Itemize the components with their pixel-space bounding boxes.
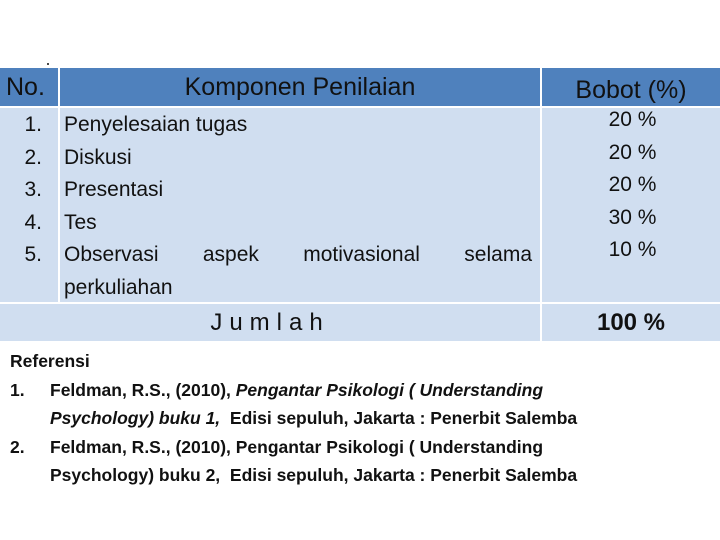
reference-item — [10, 433, 710, 490]
component-text-continuation: perkuliahan — [64, 275, 173, 299]
header-weight: Bobot (%) — [542, 68, 720, 106]
decorative-dot — [47, 63, 49, 65]
reference-line: Feldman, R.S., (2010), Pengantar Psikologi ( Understanding — [50, 436, 544, 457]
reference-item — [10, 376, 710, 433]
component-text: Penyelesaian tugas — [64, 113, 248, 136]
reference-title: Pengantar Psikologi ( Understanding — [235, 379, 544, 400]
component-word: motivasional — [303, 243, 420, 266]
component-text-justified — [64, 239, 538, 272]
row-number: 3. — [24, 178, 42, 201]
weight-value: 20 % — [608, 108, 657, 131]
total-value: 100 % — [542, 304, 720, 341]
reference-number: 2. — [10, 436, 25, 457]
header-component: Komponen Penilaian — [60, 68, 540, 106]
weight-value: 20 % — [608, 173, 657, 196]
references-section — [10, 347, 710, 490]
reference-publisher: Edisi sepuluh, Jakarta : Penerbit Salemba — [220, 408, 578, 428]
total-label: Jumlah — [0, 304, 540, 341]
references-heading: Referensi — [10, 351, 90, 371]
reference-number: 1. — [10, 379, 25, 400]
component-word: Observasi — [64, 243, 159, 266]
reference-line: Psychology) buku 2, Edisi sepuluh, Jakarta : Penerbit Salemba — [50, 465, 578, 485]
component-text: Diskusi — [64, 145, 132, 169]
weight-value: 20 % — [608, 140, 657, 164]
component-word: aspek — [202, 243, 259, 266]
reference-author: Feldman, R.S., (2010), — [50, 379, 236, 400]
component-list — [64, 109, 538, 304]
row-number: 5. — [24, 243, 42, 266]
row-number: 1. — [24, 113, 42, 136]
component-text: Presentasi — [64, 178, 164, 201]
row-number: 4. — [24, 210, 42, 234]
component-text: Tes — [64, 210, 97, 234]
row-number-list — [0, 109, 60, 272]
header-no: No. — [0, 68, 58, 106]
weight-value: 30 % — [608, 205, 657, 229]
weight-list — [545, 104, 720, 267]
reference-title-cont: Psychology) buku 1, — [50, 408, 221, 428]
row-number: 2. — [24, 145, 42, 169]
component-word: selama — [464, 243, 532, 266]
weight-value: 10 % — [608, 238, 657, 261]
